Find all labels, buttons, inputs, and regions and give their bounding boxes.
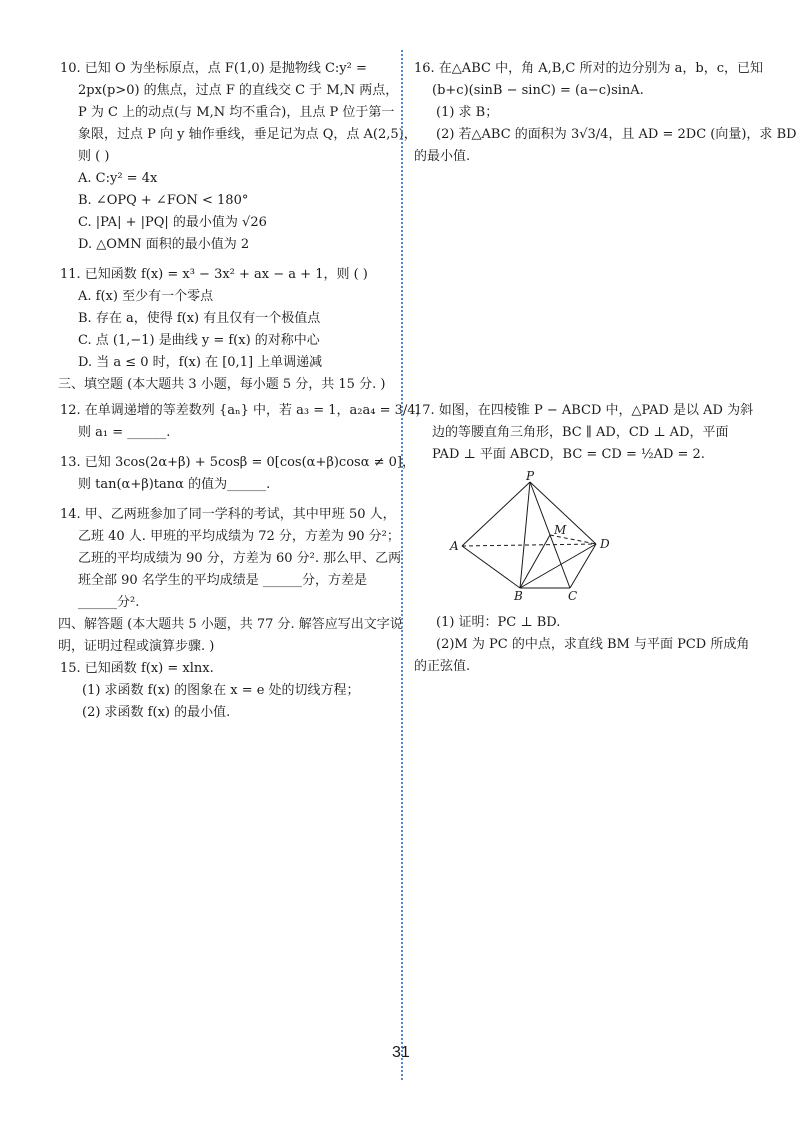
- q14-line-4: 班全部 90 名学生的平均成绩是 ______分，方差是: [78, 573, 367, 588]
- edge-cd: [570, 544, 596, 588]
- edge-pa: [462, 482, 530, 546]
- pyramid-figure: [442, 469, 612, 606]
- page-number: 31: [392, 1044, 410, 1061]
- q15-part-2: (2) 求函数 f(x) 的最小值.: [82, 705, 231, 720]
- edge-ab: [462, 546, 520, 588]
- question-16: [414, 58, 797, 168]
- q14-line-2: 乙班 40 人. 甲班的平均成绩为 72 分，方差为 90 分²；: [78, 529, 400, 544]
- question-13: [60, 452, 415, 496]
- q10-option-b: B. ∠OPQ + ∠FON < 180°: [78, 193, 249, 208]
- q17-line-2: 边的等腰直角三角形，BC ∥ AD，CD ⊥ AD，平面: [432, 425, 729, 440]
- q14-line-3: 乙班的平均成绩为 90 分，方差为 60 分². 那么甲、乙两: [78, 551, 402, 566]
- q12-line-2: 则 a₁ = ______.: [78, 425, 171, 440]
- vertex-label-c: C: [568, 589, 578, 603]
- vertex-label-d: D: [600, 537, 610, 551]
- section-4-heading-1: 四、解答题 (本大题共 5 小题，共 77 分. 解答应写出文字说: [58, 617, 403, 632]
- q16-tail: 的最小值.: [414, 149, 471, 164]
- q11-option-c: C. 点 (1,−1) 是曲线 y = f(x) 的对称中心: [78, 333, 320, 348]
- question-12: [60, 400, 429, 444]
- q16-line-2: (b+c)(sinB − sinC) = (a−c)sinA.: [432, 83, 644, 98]
- pyramid-diagram: [442, 476, 612, 606]
- segment-bd: [520, 544, 596, 588]
- q10-line-1: 10. 已知 O 为坐标原点，点 F(1,0) 是抛物线 C:y² =: [60, 61, 367, 76]
- right-column: [414, 58, 797, 678]
- q17-part-2: (2)M 为 PC 的中点，求直线 BM 与平面 PCD 所成角: [436, 637, 750, 652]
- q11-option-d: D. 当 a ≤ 0 时，f(x) 在 [0,1] 上单调递减: [78, 355, 323, 370]
- q14-line-5: ______分².: [78, 595, 140, 610]
- question-11: [60, 264, 390, 374]
- q15-stem: 15. 已知函数 f(x) = xlnx.: [60, 661, 214, 676]
- q10-line-2: 2px(p>0) 的焦点，过点 F 的直线交 C 于 M,N 两点，: [78, 83, 399, 98]
- q12-line-1: 12. 在单调递增的等差数列 {aₙ} 中，若 a₃ = 1，a₂a₄ = 3/4，: [60, 403, 429, 418]
- column-divider: [401, 50, 403, 1080]
- q17-part-1: (1) 证明：PC ⊥ BD.: [436, 615, 561, 630]
- vertex-label-m: M: [554, 523, 567, 537]
- edge-ad-hidden: [462, 544, 596, 546]
- vertex-label-p: P: [526, 469, 535, 483]
- left-column: [58, 58, 429, 724]
- q17-line-3: PAD ⊥ 平面 ABCD，BC = CD = ½AD = 2.: [432, 447, 705, 462]
- q13-line-2: 则 tan(α+β)tanα 的值为______.: [78, 477, 271, 492]
- section-3-heading: 三、填空题 (本大题共 3 小题，每小题 5 分，共 15 分. ): [58, 377, 386, 392]
- vertex-label-b: B: [514, 589, 523, 603]
- q16-part-2: (2) 若△ABC 的面积为 3√3/4，且 AD = 2DC (向量)，求 BD: [436, 127, 797, 142]
- q11-option-b: B. 存在 a，使得 f(x) 有且仅有一个极值点: [78, 311, 321, 326]
- q16-part-1: (1) 求 B；: [436, 105, 499, 120]
- q10-line-5: 则 ( ): [78, 149, 110, 164]
- q10-option-a: A. C:y² = 4x: [78, 171, 158, 186]
- question-17: [414, 400, 754, 678]
- vertex-label-a: A: [450, 539, 459, 553]
- q17-tail: 的正弦值.: [414, 659, 471, 674]
- question-14: [60, 504, 402, 614]
- q14-line-1: 14. 甲、乙两班参加了同一学科的考试，其中甲班 50 人，: [60, 507, 396, 522]
- q10-option-c: C. |PA| + |PQ| 的最小值为 √26: [78, 215, 267, 230]
- q10-line-4: 象限，过点 P 向 y 轴作垂线，垂足记为点 Q，点 A(2,5)，: [78, 127, 417, 142]
- q16-line-1: 16. 在△ABC 中，角 A,B,C 所对的边分别为 a，b，c，已知: [414, 61, 763, 76]
- q11-stem: 11. 已知函数 f(x) = x³ − 3x² + ax − a + 1，则 ( ): [60, 267, 368, 282]
- q10-line-3: P 为 C 上的动点(与 M,N 均不重合)，且点 P 位于第一: [78, 105, 395, 120]
- q11-option-a: A. f(x) 至少有一个零点: [78, 289, 214, 304]
- q13-line-1: 13. 已知 3cos(2α+β) + 5cosβ = 0[cos(α+β)cosα ≠ 0]，: [60, 455, 415, 470]
- question-15: [60, 658, 390, 724]
- q15-part-1: (1) 求函数 f(x) 的图象在 x = e 处的切线方程；: [82, 683, 360, 698]
- q10-option-d: D. △OMN 面积的最小值为 2: [78, 237, 250, 252]
- section-4-heading-2: 明，证明过程或演算步骤. ): [58, 639, 215, 654]
- q17-line-1: 17. 如图，在四棱锥 P − ABCD 中，△PAD 是以 AD 为斜: [414, 403, 754, 418]
- question-10: [60, 58, 417, 256]
